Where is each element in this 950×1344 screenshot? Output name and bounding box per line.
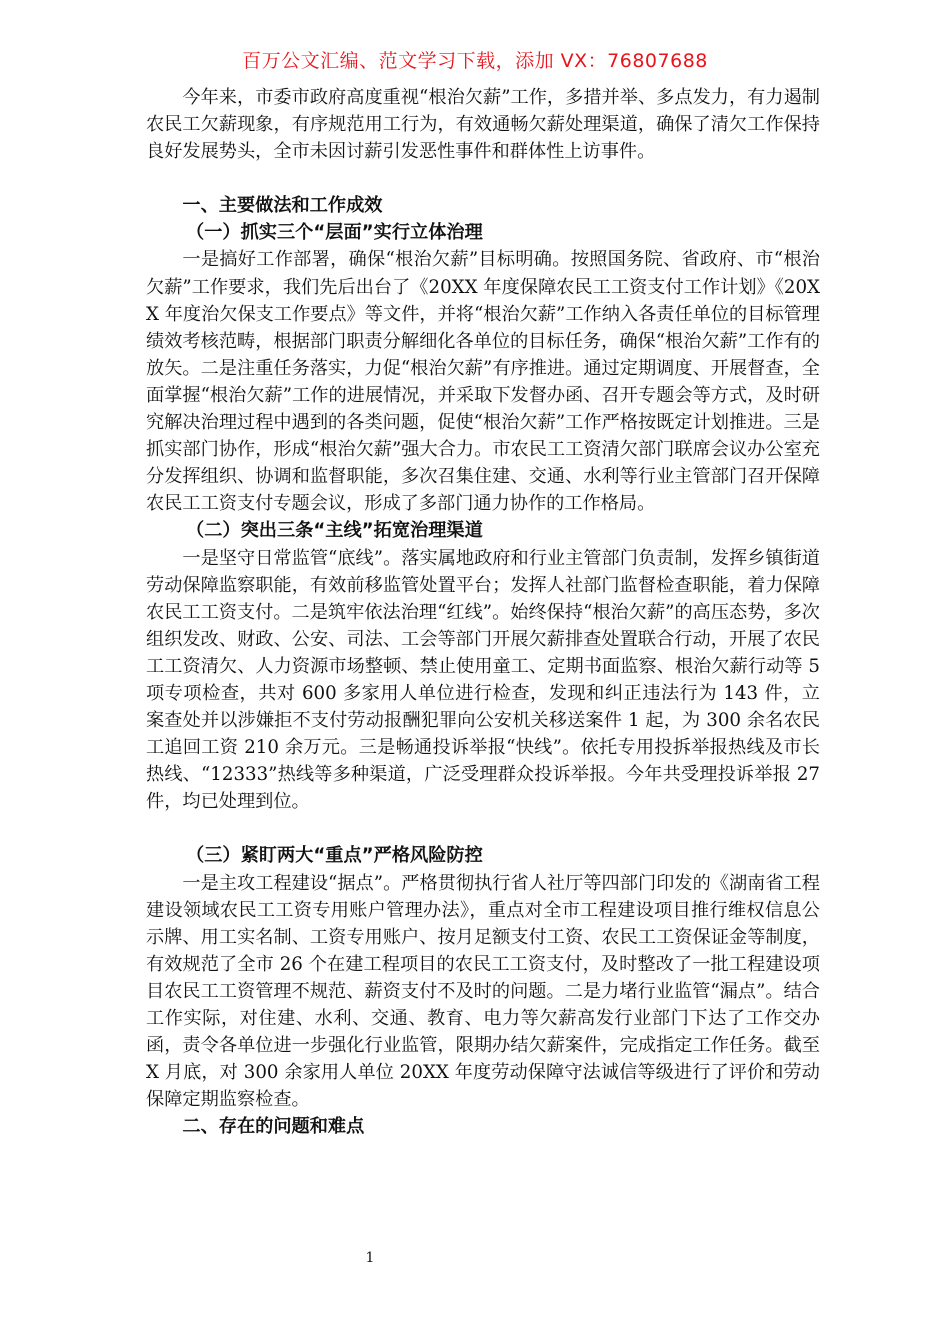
intro-paragraph: 今年来，市委市政府高度重视“根治欠薪”工作，多措并举、多点发力，有力遏制农民工欠薪现象，有序规范用工行为，有效通畅欠薪处理渠道，确保了清欠工作保持良好发展势头，全市未因讨薪引发恶性事件和群体性上访事件。 [146, 87, 820, 163]
subsection-heading-3: （三）紧盯两大“重点”严格风险防控 [186, 845, 483, 867]
spacer [146, 815, 820, 842]
subsection-body-3: 一是主攻工程建设“据点”。严格贯彻执行省人社厅等四部门印发的《湖南省工程建设领域农民工工资专用账户管理办法》，重点对全市工程建设项目推行维权信息公示牌、用工实名制、工资专用账户、按月足额支付工资、农民工工资保证金等制度，有效规范了全市 26 个在建工程项目的农民工工资支付，及时整改了一批工程建设项目农民工工资管理不规范、薪资支付不及时的问题。二是力堵行业监管“漏点”。结合工作实际，对住建、水利、交通、教育、电力等欠薪高发行业部门下达了工作交办函，责令各单位进一步强化行业监管，限期办结欠薪案件，完成指定工作任务。截至 X 月底，对 300 余家用人单位 20XX 年度劳动保障守法诚信等级进行了评价和劳动保障定期监察检查。 [146, 872, 820, 1111]
section-heading-2: 二、存在的问题和难点 [182, 1116, 365, 1138]
document-body [146, 84, 820, 1140]
header-banner: 百万公文汇编、范文学习下载，添加 VX：76807688 [242, 50, 708, 72]
subsection-body-2: 一是坚守日常监管“底线”。落实属地政府和行业主管部门负责制，发挥乡镇街道劳动保障监察职能，有效前移监管处置平台；发挥人社部门监督检查职能，着力保障农民工工资支付。二是筑牢依法治理“红线”。始终保持“根治欠薪”的高压态势，多次组织发改、财政、公安、司法、工会等部门开展欠薪排查处置联合行动，开展了农民工工资清欠、人力资源市场整顿、禁止使用童工、定期书面监察、根治欠薪行动等 5 项专项检查，共对 600 多家用人单位进行检查，发现和纠正违法行为 143 件，立案查处并以涉嫌拒不支付劳动报酬犯罪向公安机关移送案件 1 起，为 300 余名农民工追回工资 210 余万元。三是畅通投诉举报“快线”。依托专用投拆举报热线及市长热线、“12333”热线等多种渠道，广泛受理群众投诉举报。今年共受理投诉举报 27 件，均已处理到位。 [146, 547, 820, 813]
subsection-heading-1: （一）抓实三个“层面”实行立体治理 [186, 222, 483, 244]
page-number: 1 [365, 1250, 375, 1266]
section-heading-1: 一、主要做法和工作成效 [182, 195, 383, 217]
subsection-heading-2: （二）突出三条“主线”拓宽治理渠道 [186, 520, 483, 542]
subsection-body-1: 一是搞好工作部署，确保“根治欠薪”目标明确。按照国务院、省政府、市“根治欠薪”工作要求，我们先后出台了《20XX 年度保障农民工工资支付工作计划》《20XX 年度治欠保支工作要点》等文件，并将“根治欠薪”工作纳入各责任单位的目标管理绩效考核范畴，根据部门职责分解细化各单位的目标任务，确保“根治欠薪”工作有的放矢。二是注重任务落实，力促“根治欠薪”有序推进。通过定期调度、开展督查，全面掌握“根治欠薪”工作的进展情况，并采取下发督办函、召开专题会等方式，及时研究解决治理过程中遇到的各类问题，促使“根治欠薪”工作严格按既定计划推进。三是抓实部门协作，形成“根治欠薪”强大合力。市农民工工资清欠部门联席会议办公室充分发挥组织、协调和监督职能，多次召集住建、交通、水利等行业主管部门召开保障农民工工资支付专题会议，形成了多部门通力协作的工作格局。 [146, 249, 820, 515]
spacer [146, 165, 820, 192]
